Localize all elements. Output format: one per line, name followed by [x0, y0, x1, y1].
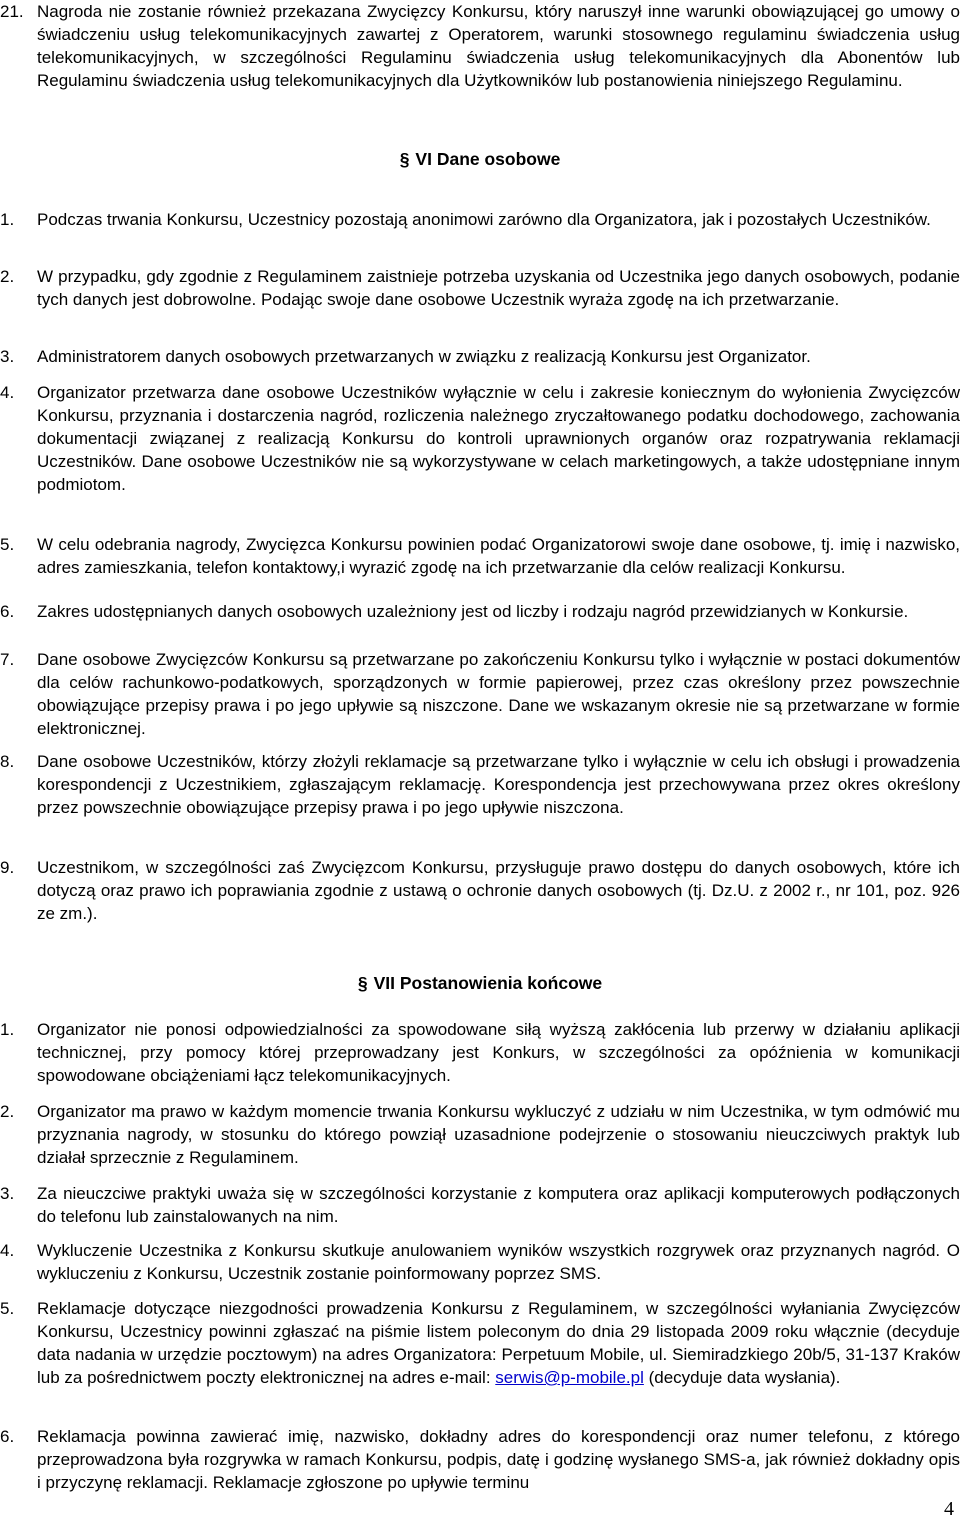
list-item [0, 1297, 960, 1389]
item-text [37, 1297, 960, 1389]
list-item [0, 381, 960, 496]
item-number: 9. [0, 858, 15, 877]
list-item [0, 750, 960, 819]
item-text: Dane osobowe Zwycięzców Konkursu są przetwarzane po zakończeniu Konkursu tylko i wyłącznie w postaci dokumentów dla celów rachunkowo-podatkowych, sporządzonych w formie papierowej, przez czas określony przez powszechnie obowiązujące przepisy prawa i po jego upływie są niszczone. Dane we wskazanym okresie nie są przetwarzane w formie elektronicznej. [37, 650, 960, 738]
item-number: 1. [0, 210, 15, 229]
item-text: Reklamacja powinna zawierać imię, nazwisko, dokładny adres do korespondencji oraz numer telefonu, z którego przeprowadzona była rozgrywka w ramach Konkursu, podpis, datę i godzinę wysłanego SMS-a, jak również dokładny opis i przyczynę reklamacji. Reklamacje zgłoszone po upływie terminu [37, 1427, 960, 1492]
item-number: 4. [0, 383, 15, 402]
list-item [0, 1182, 960, 1228]
email-link[interactable]: serwis@p-mobile.pl [495, 1368, 644, 1387]
list-item [0, 0, 960, 92]
item-number: 21. [0, 2, 24, 21]
item-text: Organizator ma prawo w każdym momencie trwania Konkursu wykluczyć z udziału w nim Uczestnika, w tym odmówić mu przyznania nagrody, w stosunku do którego powziął uzasadnione podejrzenie o stosowaniu nieuczciwych praktyk lub działał sprzecznie z Regulaminem. [37, 1102, 960, 1167]
item-text: Organizator nie ponosi odpowiedzialności za spowodowane siłą wyższą zakłócenia lub przerwy w działaniu aplikacji technicznej, przy pomocy której przeprowadzany jest Konkurs, w szczególności za opóźnienia w komunikacji spowodowane obciążeniami łącz telekomunikacyjnych. [37, 1020, 960, 1085]
item-number: 5. [0, 1299, 15, 1318]
item-text: Organizator przetwarza dane osobowe Uczestników wyłącznie w celu i zakresie koniecznym do wyłonienia Zwycięzców Konkursu, przyznania i dostarczenia nagród, rozliczenia należnego zryczałtowanego podatku dochodowego, zachowania dokumentacji związanej z realizacją Konkursu do kontroli uprawnionych organów oraz rozpatrywania reklamacji Uczestników. Dane osobowe Uczestników nie są wykorzystywane w celach marketingowych, a także udostępniane innym podmiotom. [37, 383, 960, 494]
item-text-part: Reklamacje dotyczące niezgodności prowadzenia Konkursu z Regulaminem, w szczególności wyłaniania Zwycięzców Konkursu, Uczestnicy powinni zgłaszać na piśmie listem poleconym do dnia 29 listopada 2009 roku włącznie (decyduje data nadania w urzędzie pocztowym) na adres Organizatora: Perpetuum Mobile, ul. Siemiradzkiego 20b/5, 31-137 Kraków lub za pośrednictwem poczty elektronicznej na adres e-mail: [37, 1299, 960, 1387]
list-item [0, 533, 960, 579]
list-item [0, 208, 960, 231]
list-item [0, 648, 960, 740]
item-text: Zakres udostępnianych danych osobowych uzależniony jest od liczby i rodzaju nagród przewidzianych w Konkursie. [37, 602, 909, 621]
item-number: 6. [0, 602, 15, 621]
list-item [0, 1239, 960, 1285]
page-number: 4 [944, 1498, 954, 1520]
item-text: Dane osobowe Uczestników, którzy złożyli reklamacje są przetwarzane tylko i wyłącznie w celu ich obsługi i prowadzenia korespondencji z Uczestnikiem, zgłaszającym reklamację. Korespondencja jest przechowywana przez okres określony przez powszechnie obowiązujące przepisy prawa i po jego upływie niszczona. [37, 752, 960, 817]
item-text: Nagroda nie zostanie również przekazana Zwycięzcy Konkursu, który naruszył inne warunki obowiązującej go umowy o świadczeniu usług telekomunikacyjnych zawartej z Operatorem, warunki stosownego regulaminu świadczenia usług telekomunikacyjnych, w szczególności Regulaminu świadczenia usług telekomunikacyjnych dla Abonentów lub Regulaminu świadczenia usług telekomunikacyjnych dla Użytkowników lub postanowienia niniejszego Regulaminu. [37, 2, 960, 90]
item-text-part: (decyduje data wysłania). [643, 1368, 841, 1387]
item-number: 8. [0, 752, 15, 771]
list-item [0, 1425, 960, 1494]
item-text: Za nieuczciwe praktyki uważa się w szczególności korzystanie z komputera oraz aplikacji komputerowych podłączonych do telefonu lub zainstalowanych na nim. [37, 1184, 960, 1226]
item-number: 2. [0, 1102, 15, 1121]
item-number: 7. [0, 650, 15, 669]
list-item [0, 856, 960, 925]
item-text: W celu odebrania nagrody, Zwycięzca Konkursu powinien podać Organizatorowi swoje dane osobowe, tj. imię i nazwisko, adres zamieszkania, telefon kontaktowy,i wyrazić zgodę na ich przetwarzanie dla celów realizacji Konkursu. [37, 535, 960, 577]
section-title: VII Postanowienia końcowe [373, 973, 603, 993]
item-text: Wykluczenie Uczestnika z Konkursu skutkuje anulowaniem wyników wszystkich rozgrywek oraz przyznanych nagród. O wykluczeniu z Konkursu, Uczestnik zostanie poinformowany poprzez SMS. [37, 1241, 960, 1283]
item-number: 3. [0, 1184, 15, 1203]
item-number: 3. [0, 347, 15, 366]
item-number: 5. [0, 535, 15, 554]
item-text: W przypadku, gdy zgodnie z Regulaminem zaistnieje potrzeba uzyskania od Uczestnika jego danych osobowych, podanie tych danych jest dobrowolne. Podając swoje dane osobowe Uczestnik wyraża zgodę na ich przetwarzanie. [37, 267, 960, 309]
item-text: Administratorem danych osobowych przetwarzanych w związku z realizacją Konkursu jest Organizator. [37, 347, 811, 366]
section-heading [0, 972, 960, 995]
list-item [0, 600, 960, 623]
section-heading [0, 148, 960, 171]
list-item [0, 1100, 960, 1169]
list-item [0, 345, 960, 368]
list-item [0, 265, 960, 311]
item-text: Uczestnikom, w szczególności zaś Zwycięzcom Konkursu, przysługuje prawo dostępu do danych osobowych, które ich dotyczą oraz prawo ich poprawiania zgodnie z ustawą o ochronie danych osobowych (tj. Dz.U. z 2002 r., nr 101, poz. 926 ze zm.). [37, 858, 960, 923]
paragraph-symbol: § [399, 149, 410, 169]
item-number: 1. [0, 1020, 15, 1039]
paragraph-symbol: § [357, 973, 368, 993]
item-number: 4. [0, 1241, 15, 1260]
section-title: VI Dane osobowe [415, 149, 561, 169]
item-number: 2. [0, 267, 15, 286]
list-item [0, 1018, 960, 1087]
item-number: 6. [0, 1427, 15, 1446]
item-text: Podczas trwania Konkursu, Uczestnicy pozostają anonimowi zarówno dla Organizatora, jak i pozostałych Uczestników. [37, 210, 931, 229]
